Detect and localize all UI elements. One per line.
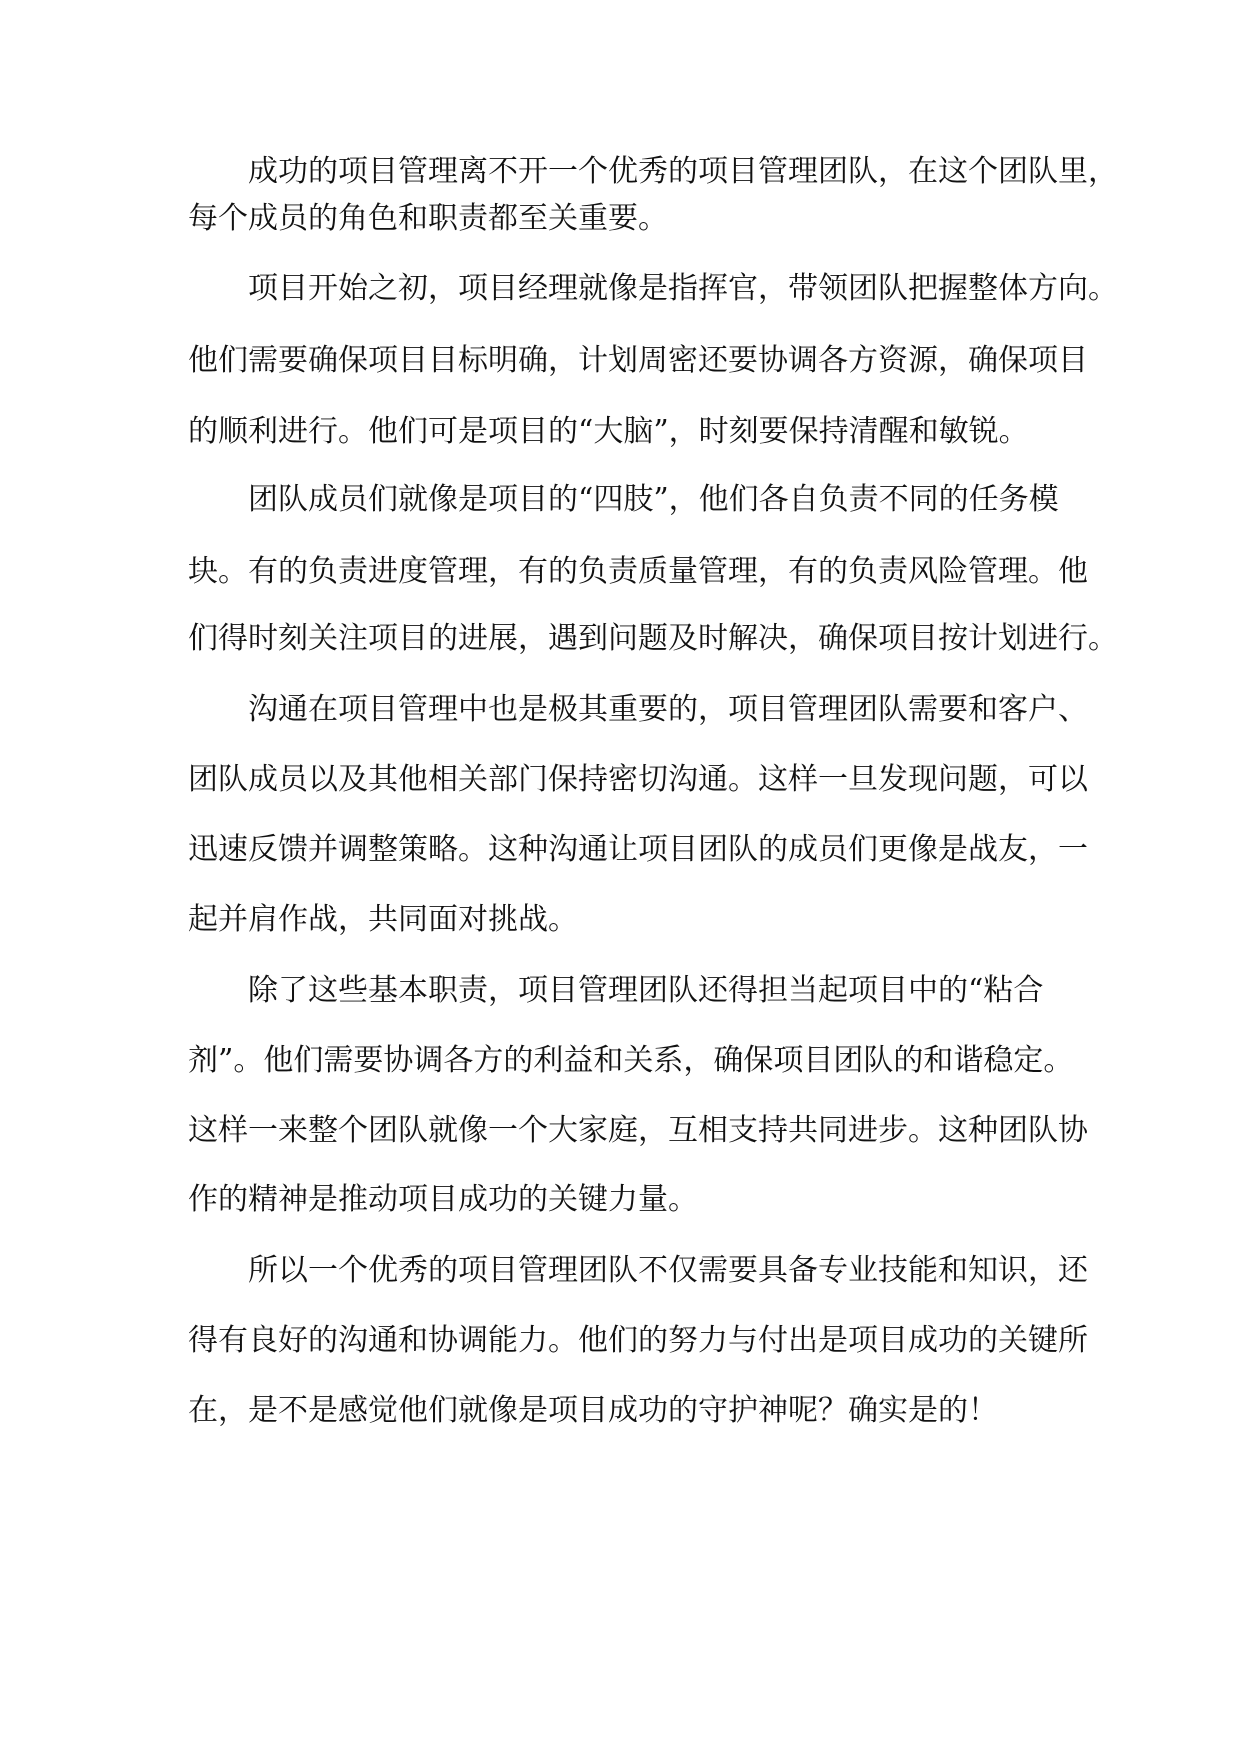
paragraph-3-line-3: 们得时刻关注项目的进展，遇到问题及时解决，确保项目按计划进行。	[188, 621, 1118, 656]
paragraph-2-line-2: 他们需要确保项目目标明确，计划周密还要协调各方资源，确保项目	[188, 343, 1088, 378]
paragraph-2-line-1: 项目开始之初，项目经理就像是指挥官，带领团队把握整体方向。	[248, 271, 1118, 306]
paragraph-1-line-2: 每个成员的角色和职责都至关重要。	[188, 201, 668, 236]
paragraph-5-line-4: 作的精神是推动项目成功的关键力量。	[188, 1182, 698, 1217]
paragraph-6-line-3: 在，是不是感觉他们就像是项目成功的守护神呢？确实是的！	[188, 1393, 998, 1428]
paragraph-5-line-3: 这样一来整个团队就像一个大家庭，互相支持共同进步。这种团队协	[188, 1113, 1088, 1148]
paragraph-5-line-2: 剂”。他们需要协调各方的利益和关系，确保项目团队的和谐稳定。	[188, 1043, 1074, 1078]
paragraph-1-line-1: 成功的项目管理离不开一个优秀的项目管理团队，在这个团队里，	[248, 154, 1118, 189]
paragraph-6-line-1: 所以一个优秀的项目管理团队不仅需要具备专业技能和知识，还	[248, 1253, 1088, 1288]
paragraph-2-line-3: 的顺利进行。他们可是项目的“大脑”，时刻要保持清醒和敏锐。	[188, 414, 1029, 449]
paragraph-5-line-1: 除了这些基本职责，项目管理团队还得担当起项目中的“粘合	[248, 973, 1044, 1008]
paragraph-4-line-3: 迅速反馈并调整策略。这种沟通让项目团队的成员们更像是战友，一	[188, 832, 1088, 867]
paragraph-4-line-4: 起并肩作战，共同面对挑战。	[188, 902, 578, 937]
paragraph-4-line-1: 沟通在项目管理中也是极其重要的，项目管理团队需要和客户、	[248, 692, 1088, 727]
paragraph-3-line-1: 团队成员们就像是项目的“四肢”，他们各自负责不同的任务模	[248, 482, 1059, 517]
paragraph-3-line-2: 块。有的负责进度管理，有的负责质量管理，有的负责风险管理。他	[188, 554, 1088, 589]
paragraph-6-line-2: 得有良好的沟通和协调能力。他们的努力与付出是项目成功的关键所	[188, 1323, 1088, 1358]
paragraph-4-line-2: 团队成员以及其他相关部门保持密切沟通。这样一旦发现问题，可以	[188, 762, 1088, 797]
